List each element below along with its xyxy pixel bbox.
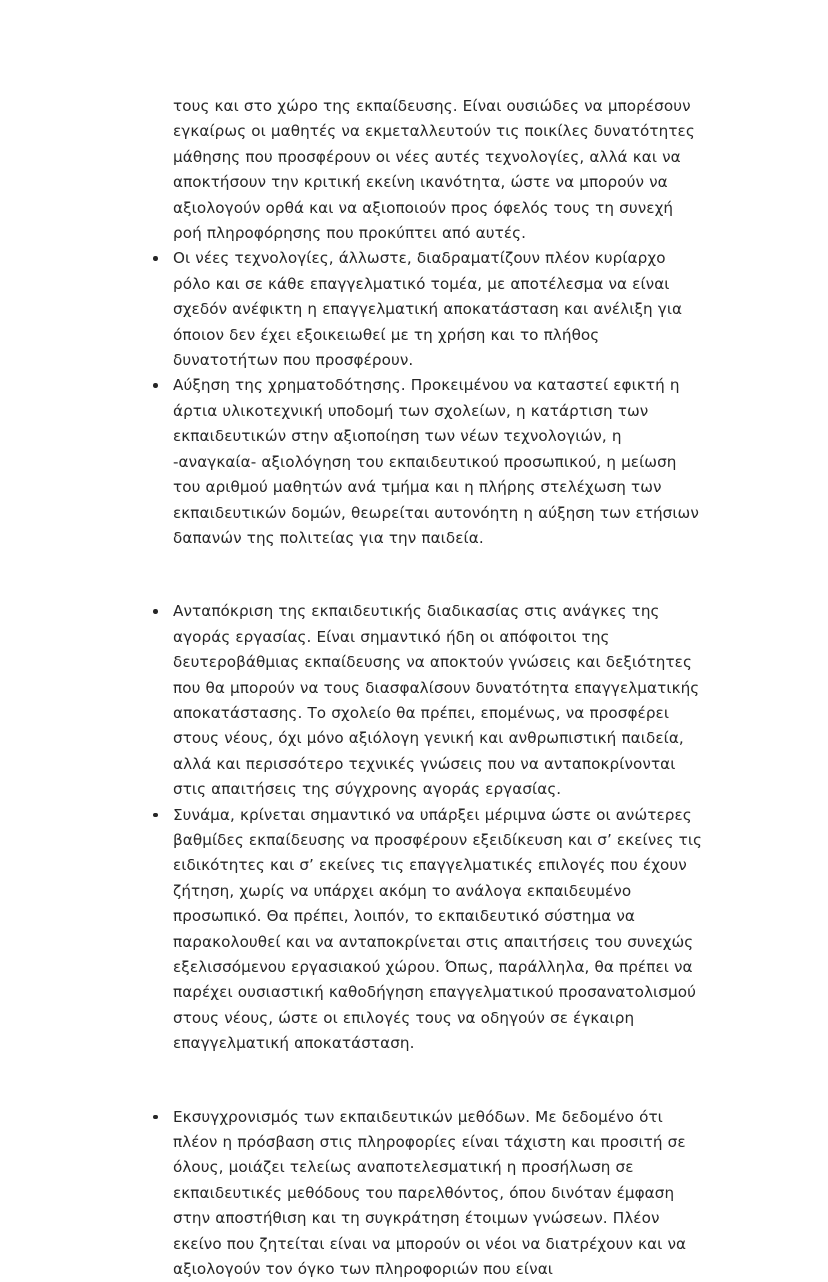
block-spacer bbox=[153, 551, 705, 599]
bullet-dot-icon bbox=[153, 1115, 158, 1120]
continuation-paragraph: τους και στο χώρο της εκπαίδευσης. Είναι ουσιώδες να μπορέσουν εγκαίρως οι μαθητές να εκμεταλλευτούν τις ποικίλες δυνατότητες μάθησης που προσφέρουν οι νέες αυτές τεχνολογίες, αλλά και να αποκτήσουν την κριτική εκείνη ικανότητα, ώστε να μπορούν να αξιολογούν ορθά και να αξιοποιούν προς όφελός τους τη συνεχή ροή πληροφόρησης που προκύπτει από αυτές. bbox=[173, 97, 695, 243]
block-spacer bbox=[153, 1057, 705, 1105]
list-item-text: Οι νέες τεχνολογίες, άλλωστε, διαδραματίζουν πλέον κυρίαρχο ρόλο και σε κάθε επαγγελματικό τομέα, με αποτέλεσμα να είναι σχεδόν ανέφικτη η επαγγελματική αποκατάσταση και ανέλιξη για όποιον δεν έχει εξοικειωθεί με τη χρήση και το πλήθος δυνατοτήτων που προσφέρουν. bbox=[173, 249, 683, 370]
list-item-text: Συνάμα, κρίνεται σημαντικό να υπάρξει μέριμνα ώστε οι ανώτερες βαθμίδες εκπαίδευσης να προσφέρουν εξειδίκευση και σ’ εκείνες τις ειδικότητες και σ’ εκείνες τις επαγγελματικές επιλογές που έχουν ζήτηση, χωρίς να υπάρχει ακόμη το ανάλογα εκπαιδευμένο προσωπικό. Θα πρέπει, λοιπόν, το εκπαιδευτικό σύστημα να παρακολουθεί και να ανταποκρίνεται στις απαιτήσεις του συνεχώς εξελισσόμενου εργασιακού χώρου. Όπως, παράλληλα, θα πρέπει να παρέχει ουσιαστική καθοδήγηση επαγγελματικού προσανατολισμού στους νέους, ώστε οι επιλογές τους να οδηγούν σε έγκαιρη επαγγελματική αποκατάσταση. bbox=[173, 805, 703, 1053]
content-block-1 bbox=[153, 94, 705, 551]
bullet-list-3 bbox=[153, 1105, 705, 1282]
bullet-dot-icon bbox=[153, 383, 158, 388]
bullet-list-2 bbox=[153, 599, 705, 1056]
content-block-2 bbox=[153, 599, 705, 1056]
list-item-text: Ανταπόκριση της εκπαιδευτικής διαδικασίας στις ανάγκες της αγοράς εργασίας. Είναι σημαντικό ήδη οι απόφοιτοι της δευτεροβάθμιας εκπαίδευσης να αποκτούν γνώσεις και δεξιότητες που θα μπορούν να τους διασφαλίσουν δυνατότητα επαγγελματικής αποκατάστασης. Το σχολείο θα πρέπει, επομένως, να προσφέρει στους νέους, όχι μόνο αξιόλογη γενική και ανθρωπιστική παιδεία, αλλά και περισσότερο τεχνικές γνώσεις που να ανταποκρίνονται στις απαιτήσεις της σύγχρονης αγοράς εργασίας. bbox=[173, 602, 700, 799]
document-body bbox=[153, 94, 705, 1282]
list-item-text: Αύξηση της χρηματοδότησης. Προκειμένου να καταστεί εφικτή η άρτια υλικοτεχνική υποδομή των σχολείων, η κατάρτιση των εκπαιδευτικών στην αξιοποίηση των νέων τεχνολογιών, η -αναγκαία- αξιολόγηση του εκπαιδευτικού προσωπικού, η μείωση του αριθμού μαθητών ανά τμήμα και η πλήρης στελέχωση των εκπαιδευτικών δομών, θεωρείται αυτονόητη η αύξηση των ετήσιων δαπανών της πολιτείας για την παιδεία. bbox=[173, 376, 699, 547]
list-item bbox=[153, 803, 705, 1057]
bullet-dot-icon bbox=[153, 609, 158, 614]
bullet-dot-icon bbox=[153, 813, 158, 818]
content-block-3 bbox=[153, 1105, 705, 1282]
list-item-text: Εκσυγχρονισμός των εκπαιδευτικών μεθόδων. Με δεδομένο ότι πλέον η πρόσβαση στις πληροφορίες είναι τάχιστη και προσιτή σε όλους, μοιάζει τελείως αναποτελεσματική η προσήλωση σε εκπαιδευτικές μεθόδους του παρελθόντος, όπου δινόταν έμφαση στην αποστήθιση και τη συγκράτηση έτοιμων γνώσεων. Πλέον εκείνο που ζητείται είναι να μπορούν οι νέοι να διατρέχουν και να αξιολογούν τον όγκο των πληροφοριών που είναι bbox=[173, 1107, 687, 1279]
list-item bbox=[153, 599, 705, 802]
bullet-dot-icon bbox=[153, 256, 158, 261]
list-item bbox=[153, 373, 705, 551]
list-item bbox=[153, 1105, 705, 1282]
bullet-list-1 bbox=[153, 246, 705, 551]
list-item bbox=[153, 246, 705, 373]
